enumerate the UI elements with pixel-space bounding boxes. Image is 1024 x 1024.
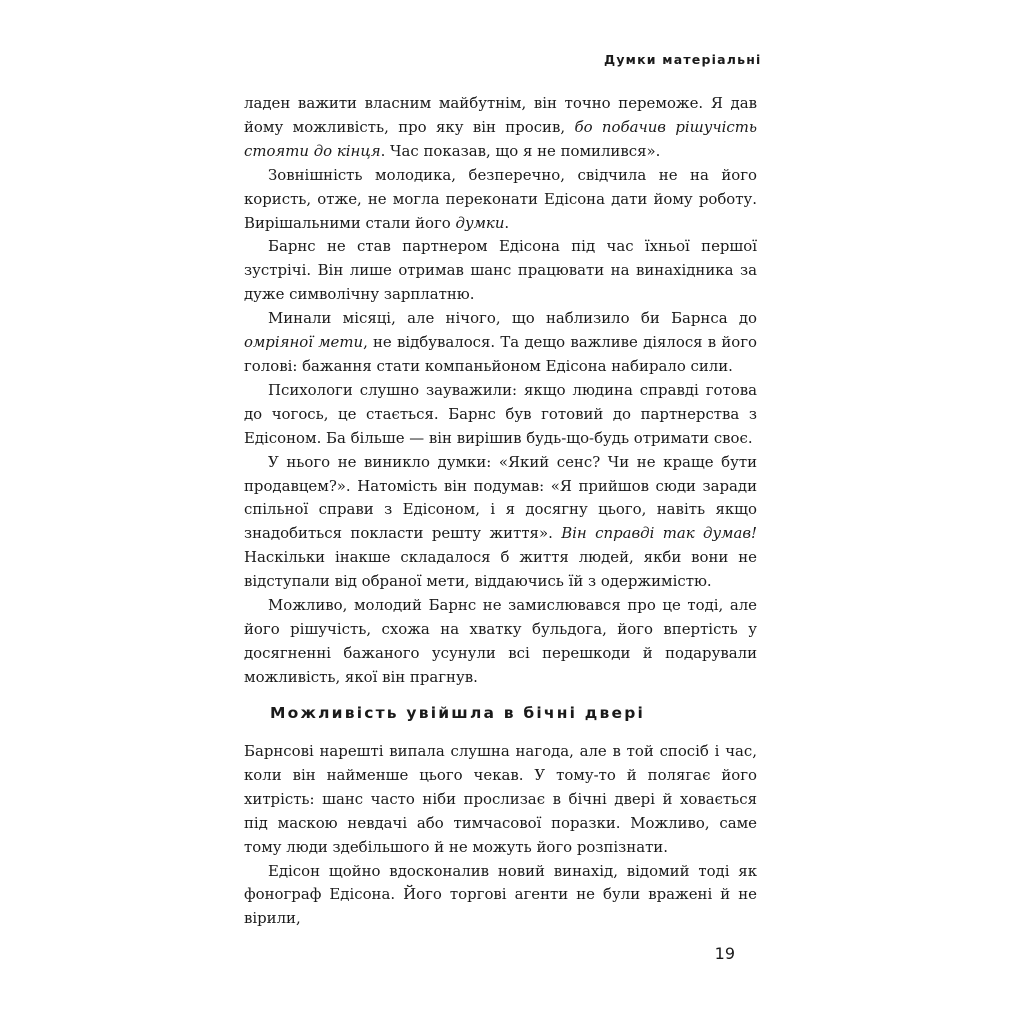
text-run: ладен важити власним майбутнім, він точно переможе. Я дав йому можливість, про яку він просив, — [244, 94, 757, 136]
paragraph — [244, 740, 757, 860]
paragraph — [244, 92, 757, 164]
text-run: Барнс не став партнером Едісона під час їхньої першої зустрічі. Він лише отримав шанс працювати на винахідника за дуже символічну зарплатню. — [244, 237, 757, 304]
text-run: Можливо, молодий Барнс не замислювався про це тоді, але його рішучість, схожа на хватку бульдога, його впертість у досягненні бажаного усунули всі перешкоди й подарували можливість, якої він прагнув. — [244, 596, 757, 686]
paragraph — [244, 860, 757, 932]
text-run: Едісон щойно вдосконалив новий винахід, відомий тоді як фонограф Едісона. Його торгові агенти не були вражені й не вірили, — [244, 861, 757, 928]
paragraph — [244, 235, 757, 307]
text-run: Наскільки інакше складалося б життя людей, якби вони не відступали від обраної мети, віддаючись їй з одержимістю. — [244, 548, 757, 591]
text-run: , не відбувалося. Та дещо важливе діялося в його голові: бажання стати компаньйоном Едісона набирало сили. — [244, 333, 757, 375]
paragraph — [244, 379, 757, 451]
italic-text: Він справді так думав! — [561, 524, 757, 543]
paragraph — [244, 164, 757, 236]
text-run: У нього не виникло думки: «Який сенс? Чи не краще бути продавцем?». Натомість він подумав: «Я прийшов сюди заради спільної справи з Едісоном, і я досягну цього, навіть якщо знадобиться покласти решту життя». — [244, 452, 757, 543]
italic-text: думки — [455, 213, 505, 232]
text-run: . — [504, 213, 510, 232]
text-run: . Час показав, що я не помилився». — [380, 141, 661, 160]
section-heading: Можливість увійшла в бічні двері — [270, 704, 646, 722]
paragraph — [244, 451, 757, 594]
body-text-before-heading — [244, 92, 757, 690]
text-run: Барнсові нарешті випала слушна нагода, але в той спосіб і час, коли він найменше цього чекав. У тому-то й полягає його хитрість: шанс часто ніби прослизає в бічні двері й ховається під маскою невдачі або тимчасової поразки. Можливо, саме тому люди здебільшого й не можуть його розпізнати. — [244, 742, 757, 856]
text-run: Минали місяці, але нічого, що наблизило би Барнса до — [268, 309, 757, 328]
page-number: 19 — [714, 944, 735, 963]
running-head: Думки матеріальні — [604, 52, 762, 67]
text-run: Психологи слушно зауважили: якщо людина справді готова до чогось, це стається. Барнс був готовий до партнерства з Едісоном. Ба більше — він вирішив будь-що-будь отримати своє. — [244, 380, 757, 447]
body-text-after-heading — [244, 740, 757, 931]
paragraph — [244, 594, 757, 690]
text-run: Зовнішність молодика, безперечно, свідчила не на його користь, отже, не могла переконати Едісона дати йому роботу. Вирішальними стали його — [244, 165, 757, 232]
italic-text: бо побачив рішучість стояти до кінця — [244, 117, 757, 160]
italic-text: омріяної мети — [244, 333, 364, 352]
paragraph — [244, 307, 757, 379]
